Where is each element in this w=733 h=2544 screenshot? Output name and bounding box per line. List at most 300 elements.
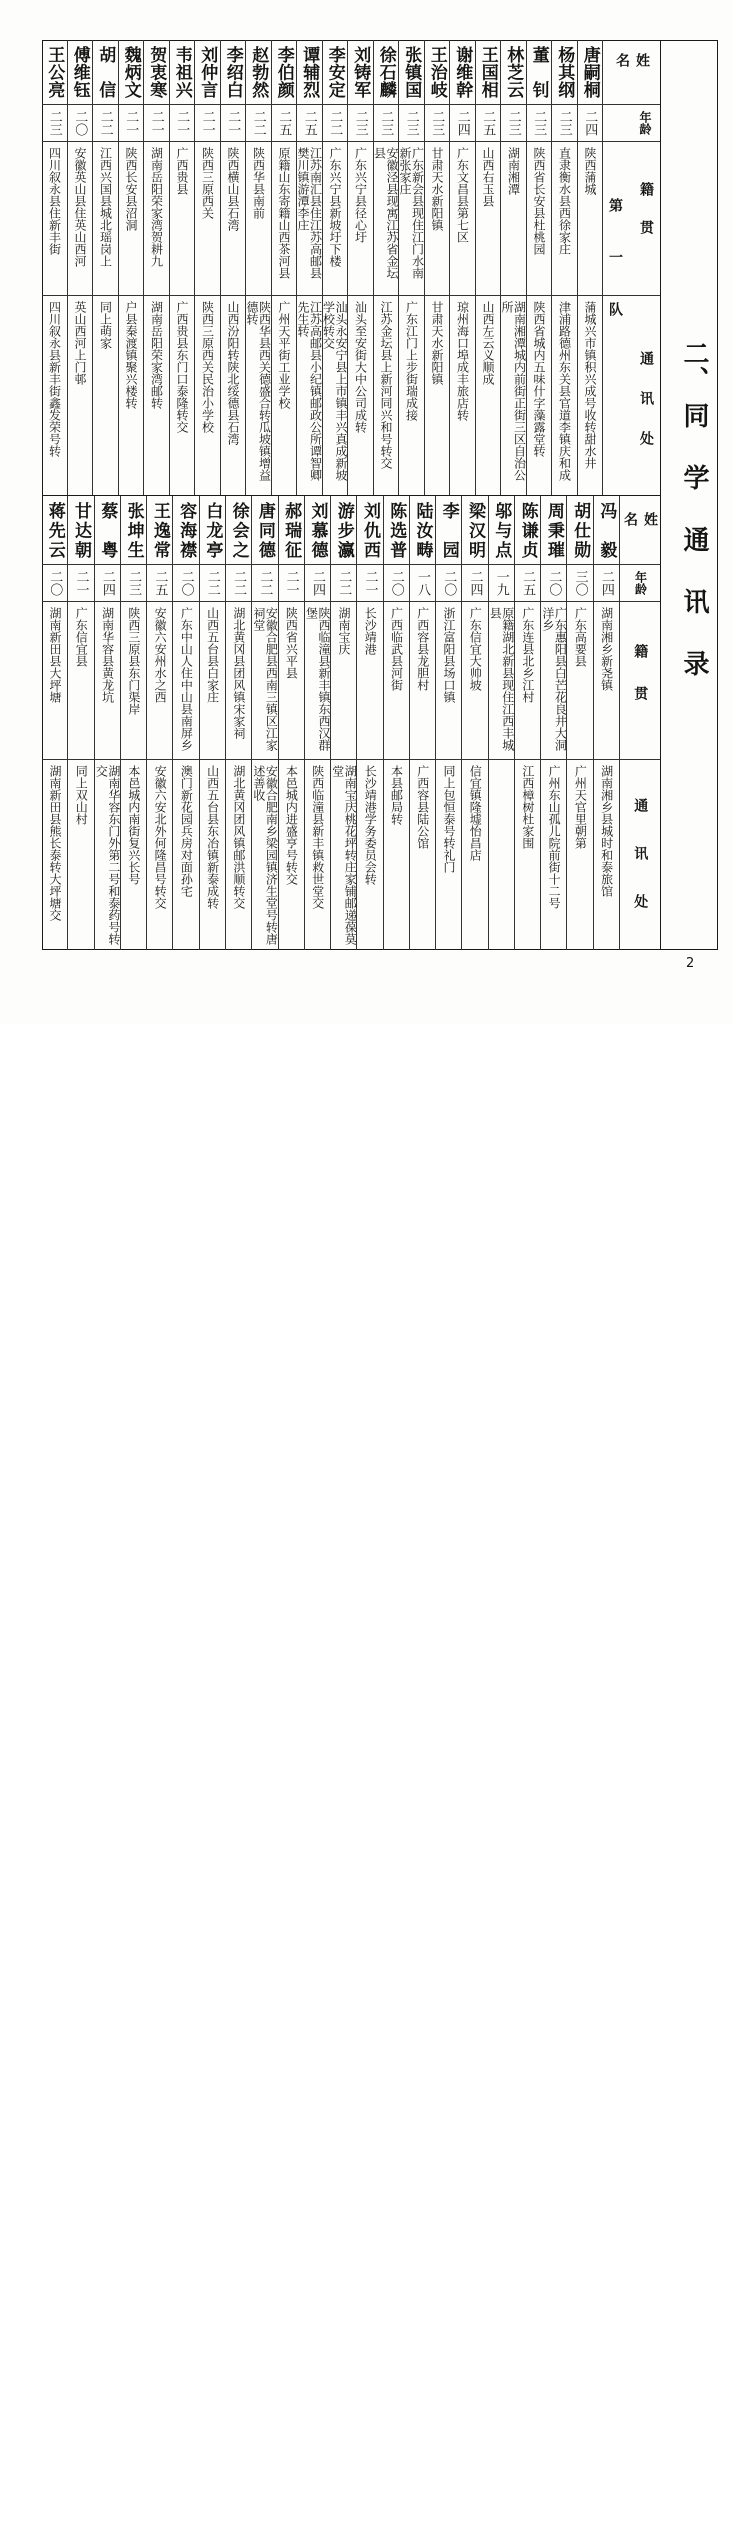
- bottom-table-row: [304, 496, 330, 950]
- student-age: 二四: [467, 570, 483, 596]
- student-age: 一八: [415, 570, 430, 596]
- mailing-address: 信宜镇隆墟怡昌店: [468, 765, 483, 861]
- student-age: 二〇: [178, 570, 194, 596]
- student-age: 二三: [505, 110, 521, 136]
- mailing-address-cell: [68, 296, 93, 495]
- student-name-cell: [272, 40, 297, 105]
- native-place: 江苏南汇县住江苏高邮县樊川镇游潭李庄: [296, 147, 323, 279]
- mailing-address: 本县邮局转: [389, 765, 404, 825]
- student-name: 李绍白: [222, 46, 243, 98]
- bottom-table-row: [199, 496, 225, 950]
- student-age: 二五: [276, 110, 292, 136]
- native-place-cell: [410, 602, 435, 760]
- student-name-cell: [144, 40, 169, 105]
- header-age: 年龄: [638, 111, 652, 135]
- student-age: 二三: [429, 110, 445, 136]
- native-place-cell: [425, 142, 450, 296]
- student-name: 容海襟: [176, 502, 197, 558]
- student-name: 冯毅: [596, 502, 617, 558]
- mailing-address: 湖南宝庆桃花坪转庄家铺邮递葆莫堂: [330, 765, 358, 945]
- mailing-address-cell: [515, 760, 540, 950]
- student-name: 白龙亭: [202, 502, 223, 558]
- top-table-row: [500, 40, 526, 495]
- student-name: 李园: [438, 502, 459, 558]
- native-place-cell: [119, 142, 144, 296]
- native-place: 广东连县北乡江村: [520, 607, 535, 703]
- student-name: 胡信: [95, 46, 116, 98]
- mailing-address: 安徽六安北外何隆昌号转交: [153, 765, 168, 909]
- mailing-address-cell: [348, 296, 373, 495]
- mailing-address: 陕西临潼县新丰镇救世堂交: [310, 765, 325, 909]
- native-place-cell: [476, 142, 501, 296]
- top-table-row: [194, 40, 220, 495]
- student-age: 二四: [582, 110, 598, 136]
- student-name: 林芝云: [503, 46, 524, 98]
- student-name: 胡仕勋: [570, 502, 591, 558]
- native-place-cell: [567, 602, 592, 760]
- native-place: 陕西长安县沼洞: [124, 147, 138, 231]
- native-place: 甘肃天水新阳镇: [430, 147, 444, 231]
- student-name: 魏炳文: [120, 46, 141, 98]
- student-age: 二一: [174, 110, 190, 136]
- student-name-cell: [374, 40, 399, 105]
- student-name: 郝瑞征: [281, 502, 302, 558]
- student-age: 二一: [73, 570, 89, 596]
- mailing-address: 户县秦渡镇聚兴楼转: [124, 301, 138, 409]
- native-place: 陕西省兴平县: [284, 607, 299, 679]
- student-age: 二五: [301, 110, 317, 136]
- student-name: 张坤生: [123, 502, 144, 558]
- mailing-address: 同上萌家: [98, 301, 113, 349]
- student-age-cell: [119, 105, 144, 142]
- native-place-cell: [42, 602, 67, 760]
- native-place-cell: [348, 142, 373, 296]
- student-name: 董钊: [528, 46, 549, 98]
- student-name: 陈谦贞: [517, 502, 538, 558]
- mailing-address-cell: [436, 760, 461, 950]
- student-name-cell: [450, 40, 475, 105]
- student-name-cell: [410, 496, 435, 565]
- student-age-cell: [450, 105, 475, 142]
- student-name-cell: [93, 40, 118, 105]
- student-age: 二四: [99, 570, 115, 596]
- mailing-address: 澳门新花园兵房对面孙宅: [179, 765, 194, 897]
- student-name-cell: [357, 496, 382, 565]
- native-place-cell: [501, 142, 526, 296]
- mailing-address-cell: [119, 296, 144, 495]
- mailing-address-cell: [147, 760, 172, 950]
- mailing-address-cell: [323, 296, 348, 495]
- native-place-cell: [515, 602, 540, 760]
- student-name: 王国相: [477, 46, 498, 98]
- student-age-cell: [425, 105, 450, 142]
- mailing-address-cell: [93, 296, 118, 495]
- student-age-cell: [515, 565, 540, 602]
- student-name-cell: [594, 496, 619, 565]
- bottom-table-row: [461, 496, 487, 950]
- student-name-cell: [200, 496, 225, 565]
- top-table-row: [322, 40, 348, 495]
- student-age-cell: [42, 565, 67, 602]
- bottom-table-row: [435, 496, 461, 950]
- bottom-table-row: [120, 496, 146, 950]
- native-place: 安徽合肥县西南三镇区江家祠堂: [251, 607, 279, 751]
- mailing-address-cell: [195, 296, 220, 495]
- native-place-cell: [374, 142, 399, 296]
- bottom-table-row: [514, 496, 540, 950]
- mailing-address-cell: [425, 296, 450, 495]
- student-age-cell: [578, 105, 603, 142]
- student-age-cell: [195, 105, 220, 142]
- top-directory-table: [42, 40, 660, 496]
- top-table-row: [475, 40, 501, 495]
- mailing-address: 陕西省城内五味什字藻露堂转: [532, 301, 546, 457]
- bottom-table-row: [225, 496, 251, 950]
- student-name-cell: [68, 496, 93, 565]
- bottom-table-row: [278, 496, 304, 950]
- native-place-cell: [436, 602, 461, 760]
- student-age: 二一: [123, 110, 139, 136]
- mailing-address-cell: [42, 760, 67, 950]
- top-table-row: [577, 40, 603, 495]
- top-table-row: [526, 40, 552, 495]
- native-place: 湖北黄冈县团风镇宋家祠: [231, 607, 246, 739]
- mailing-address-cell: [252, 760, 277, 950]
- student-age: 二〇: [546, 570, 562, 596]
- mailing-address-cell: [226, 760, 251, 950]
- student-age-cell: [173, 565, 198, 602]
- mailing-address-cell: [305, 760, 330, 950]
- mailing-address-cell: [374, 296, 399, 495]
- student-age-cell: [489, 565, 514, 602]
- student-age: 二四: [309, 570, 325, 596]
- bottom-table-row: [42, 496, 67, 950]
- student-name-cell: [305, 496, 330, 565]
- student-name-cell: [279, 496, 304, 565]
- student-name: 邬与点: [491, 502, 512, 558]
- native-place: 陕西省长安县杜桃园: [532, 147, 546, 255]
- student-name-cell: [476, 40, 501, 105]
- native-place: 广东新会县现住江门水南新张家庄: [398, 147, 425, 279]
- native-place-cell: [173, 602, 198, 760]
- student-age-cell: [567, 565, 592, 602]
- native-place-cell: [144, 142, 169, 296]
- native-place: 安徽六安州水之西: [153, 607, 168, 703]
- bottom-table-row: [540, 496, 566, 950]
- header-address: 通讯处: [638, 351, 654, 471]
- student-age: 二三: [403, 110, 419, 136]
- student-age-cell: [272, 105, 297, 142]
- bottom-table-row: [566, 496, 592, 950]
- mailing-address-cell: [489, 760, 514, 950]
- mailing-address: 湖北黄冈团风镇邮洪顺转交: [231, 765, 246, 909]
- mailing-address: 陕西三原西关民治小学校: [200, 301, 215, 433]
- native-place: 陕西蒲城: [583, 147, 597, 195]
- bottom-header-column: [619, 496, 660, 950]
- mailing-address: 湖南岳阳荣家湾邮转: [149, 301, 164, 409]
- student-name: 甘达朝: [71, 502, 92, 558]
- student-age-cell: [476, 105, 501, 142]
- student-age: 二二: [327, 110, 343, 136]
- student-name: 张镇国: [401, 46, 422, 98]
- native-place: 陕西华县南前: [251, 147, 266, 219]
- native-place: 广东文昌县第七区: [455, 147, 470, 243]
- student-age: 二三: [531, 110, 547, 136]
- native-place: 广东高要县: [573, 607, 588, 667]
- header-name: 姓名: [622, 512, 658, 542]
- student-age-cell: [357, 565, 382, 602]
- student-age: 二二: [204, 570, 220, 596]
- native-place: 陕西三原县东门渠岸: [126, 607, 141, 715]
- student-name-cell: [567, 496, 592, 565]
- bottom-table-row: [593, 496, 619, 950]
- top-table-row: [245, 40, 271, 495]
- student-age: 二二: [250, 110, 266, 136]
- student-age: 二三: [378, 110, 394, 136]
- student-age: 二〇: [388, 570, 404, 596]
- student-age-cell: [297, 105, 322, 142]
- student-name-cell: [384, 496, 409, 565]
- student-age-cell: [170, 105, 195, 142]
- student-name-cell: [515, 496, 540, 565]
- native-place: 广西容县龙胆村: [415, 607, 430, 691]
- student-age: 二一: [199, 110, 215, 136]
- student-name-cell: [221, 40, 246, 105]
- header-address-cell: [620, 760, 660, 950]
- native-place-cell: [489, 602, 514, 760]
- top-table-row: [143, 40, 169, 495]
- bottom-table-row: [94, 496, 120, 950]
- mailing-address-cell: [399, 296, 424, 495]
- squad-label: 第一队: [607, 198, 623, 354]
- native-place-cell: [221, 142, 246, 296]
- top-table-row: [449, 40, 475, 495]
- student-age-cell: [410, 565, 435, 602]
- mailing-address: 江西樟树杜家围: [520, 765, 535, 849]
- native-place: 陕西三原西关: [200, 147, 215, 219]
- document-page: [0, 0, 733, 1024]
- student-name: 韦祖兴: [171, 46, 192, 98]
- bottom-table-row: [172, 496, 198, 950]
- student-age: 二二: [336, 570, 352, 596]
- mailing-address-cell: [95, 760, 120, 950]
- student-name-cell: [489, 496, 514, 565]
- mailing-address: 蒲城兴市镇积兴成号收转甜水井: [583, 301, 597, 469]
- header-age: 年龄: [633, 571, 648, 595]
- mailing-address: 江苏高邮县小纪镇邮政公所谭智卿先生转: [296, 301, 323, 481]
- student-name: 刘慕德: [307, 502, 328, 558]
- mailing-address-cell: [462, 760, 487, 950]
- mailing-address: 湖南湘乡县城时和泰旅馆: [599, 765, 614, 897]
- student-age: 二三: [126, 570, 142, 596]
- native-place-cell: [384, 602, 409, 760]
- top-table-row: [296, 40, 322, 495]
- native-place: 江西兴国县城北瑶岗上: [98, 147, 113, 267]
- native-place-cell: [279, 602, 304, 760]
- student-age-cell: [68, 565, 93, 602]
- mailing-address-cell: [501, 296, 526, 495]
- mailing-address: 湖南华容东门外第二号和泰药号转交: [94, 765, 121, 945]
- student-age: 二二: [257, 570, 273, 596]
- student-name: 刘铸军: [350, 46, 371, 98]
- student-age-cell: [501, 105, 526, 142]
- student-name: 唐同德: [254, 502, 275, 558]
- student-age-cell: [348, 105, 373, 142]
- student-name: 刘仇西: [359, 502, 380, 558]
- student-age: 二〇: [72, 110, 88, 136]
- top-table-row: [347, 40, 373, 495]
- header-name-cell: [620, 496, 660, 565]
- mailing-address-cell: [384, 760, 409, 950]
- student-age-cell: [42, 105, 67, 142]
- student-name-cell: [68, 40, 93, 105]
- mailing-address-cell: [170, 296, 195, 495]
- native-place-cell: [297, 142, 322, 296]
- section-number: 二、: [679, 340, 709, 392]
- mailing-address: 广州东山孤儿院前街十二号: [547, 765, 562, 909]
- student-age-cell: [221, 105, 246, 142]
- mailing-address: 广西容县陆公馆: [415, 765, 430, 849]
- student-age-cell: [384, 565, 409, 602]
- student-age: 二四: [454, 110, 470, 136]
- student-age: 二一: [362, 570, 378, 596]
- bottom-table-row: [146, 496, 172, 950]
- mailing-address: 津浦路德州东关县官道李镇庆和成: [557, 301, 572, 481]
- mailing-address: 琼州海口埠成丰旅店转: [455, 301, 470, 421]
- student-name-cell: [226, 496, 251, 565]
- native-place-cell: [357, 602, 382, 760]
- mailing-address: 汕头永安宁县上市镇丰兴真成新坡学校转交: [321, 301, 348, 481]
- student-name: 杨其纲: [554, 46, 575, 98]
- mailing-address: 本邑城内进盛亨号转交: [284, 765, 299, 885]
- student-name-cell: [252, 496, 277, 565]
- student-name-cell: [527, 40, 552, 105]
- native-place-cell: [399, 142, 424, 296]
- student-age: 三〇: [572, 570, 588, 596]
- native-place-cell: [68, 602, 93, 760]
- native-place: 四川叙永县住新丰街: [47, 147, 62, 255]
- header-name: 姓名: [614, 53, 650, 79]
- native-place-cell: [93, 142, 118, 296]
- mailing-address-cell: [272, 296, 297, 495]
- student-age-cell: [374, 105, 399, 142]
- header-age-cell: [620, 565, 660, 602]
- native-place: 湖南华容县黄龙坑: [100, 607, 115, 703]
- mailing-address: 江苏金坛县上新河同兴和号转交: [379, 301, 393, 469]
- mailing-address-cell: [527, 296, 552, 495]
- header-native-cell: [620, 602, 660, 760]
- native-place-cell: [450, 142, 475, 296]
- student-age-cell: [68, 105, 93, 142]
- student-age: 二二: [97, 110, 113, 136]
- student-age-cell: [541, 565, 566, 602]
- student-name: 周秉璀: [543, 502, 564, 558]
- native-place: 湖南湘潭: [506, 147, 521, 195]
- student-name: 蔡粤: [97, 502, 118, 558]
- native-place: 广东中山人住中山县南屏乡: [179, 607, 194, 751]
- mailing-address: 汕头至安街大中公司成转: [353, 301, 368, 433]
- student-name-cell: [425, 40, 450, 105]
- mailing-address-cell: [450, 296, 475, 495]
- native-place: 长沙靖港: [363, 607, 378, 655]
- native-place-cell: [226, 602, 251, 760]
- native-place: 广东兴宁县新坡圩下楼: [328, 147, 342, 267]
- mailing-address-cell: [297, 296, 322, 495]
- student-name: 蒋先云: [44, 502, 65, 558]
- top-table-row: [67, 40, 93, 495]
- mailing-address-cell: [173, 760, 198, 950]
- mailing-address: 同上双山村: [74, 765, 89, 825]
- native-place: 安徽泾县现寓江苏省金坛县: [372, 147, 399, 279]
- top-table-row: [424, 40, 450, 495]
- header-address: 通讯处: [632, 798, 649, 942]
- mailing-address-cell: [279, 760, 304, 950]
- top-table-row: [373, 40, 399, 495]
- student-name-cell: [147, 496, 172, 565]
- mailing-address: 山西汾阳转陕北绥德县石湾: [226, 301, 240, 445]
- student-age: 二〇: [47, 570, 63, 596]
- page-number: 2: [686, 956, 695, 971]
- mailing-address: 四川叙永县新丰街鑫发荣号转: [47, 301, 62, 457]
- student-name: 贺衷寒: [146, 46, 167, 98]
- student-name-cell: [462, 496, 487, 565]
- native-place: 浙江富阳县场口镇: [442, 607, 457, 703]
- top-table-row: [118, 40, 144, 495]
- mailing-address: 甘肃天水新阳镇: [430, 301, 444, 385]
- mailing-address: 安徽合肥南乡梁园镇济生堂号转唐述善收: [251, 765, 279, 945]
- native-place-cell: [195, 142, 220, 296]
- student-age-cell: [93, 105, 118, 142]
- student-age-cell: [331, 565, 356, 602]
- native-place-cell: [252, 602, 277, 760]
- mailing-address: 广西贵县东门口泰隆转交: [175, 301, 189, 433]
- mailing-address-cell: [578, 296, 603, 495]
- native-place-cell: [147, 602, 172, 760]
- mailing-address-cell: [331, 760, 356, 950]
- student-name-cell: [436, 496, 461, 565]
- student-name-cell: [578, 40, 603, 105]
- mailing-address: 山西五台县东冶镇新泰成转: [205, 765, 220, 909]
- native-place-cell: [121, 602, 146, 760]
- mailing-address-cell: [221, 296, 246, 495]
- student-name: 唐嗣桐: [579, 46, 600, 98]
- student-name-cell: [119, 40, 144, 105]
- native-place: 广东兴宁县径心圩: [353, 147, 368, 243]
- student-name: 陆汝畴: [412, 502, 433, 558]
- mailing-address-cell: [541, 760, 566, 950]
- student-name-cell: [541, 496, 566, 565]
- student-age-cell: [246, 105, 271, 142]
- student-age-cell: [594, 565, 619, 602]
- student-age-cell: [252, 565, 277, 602]
- top-table-row: [169, 40, 195, 495]
- student-age-cell: [279, 565, 304, 602]
- student-name: 谢维幹: [452, 46, 473, 98]
- student-name-cell: [399, 40, 424, 105]
- bottom-table-row: [67, 496, 93, 950]
- student-name-cell: [42, 496, 67, 565]
- student-name: 游步瀛: [333, 502, 354, 558]
- student-name-cell: [170, 40, 195, 105]
- header-age-cell: [603, 105, 660, 142]
- native-place: 广东惠阳县白芒花良井大洞洋乡: [540, 607, 568, 751]
- mailing-address: 广东江门上步街瑞成接: [404, 301, 419, 421]
- student-name-cell: [42, 40, 67, 105]
- bottom-table-row: [488, 496, 514, 950]
- student-name-cell: [323, 40, 348, 105]
- native-place: 湖南宝庆: [336, 607, 351, 655]
- native-place: 湖南新田县大坪塘: [48, 607, 63, 703]
